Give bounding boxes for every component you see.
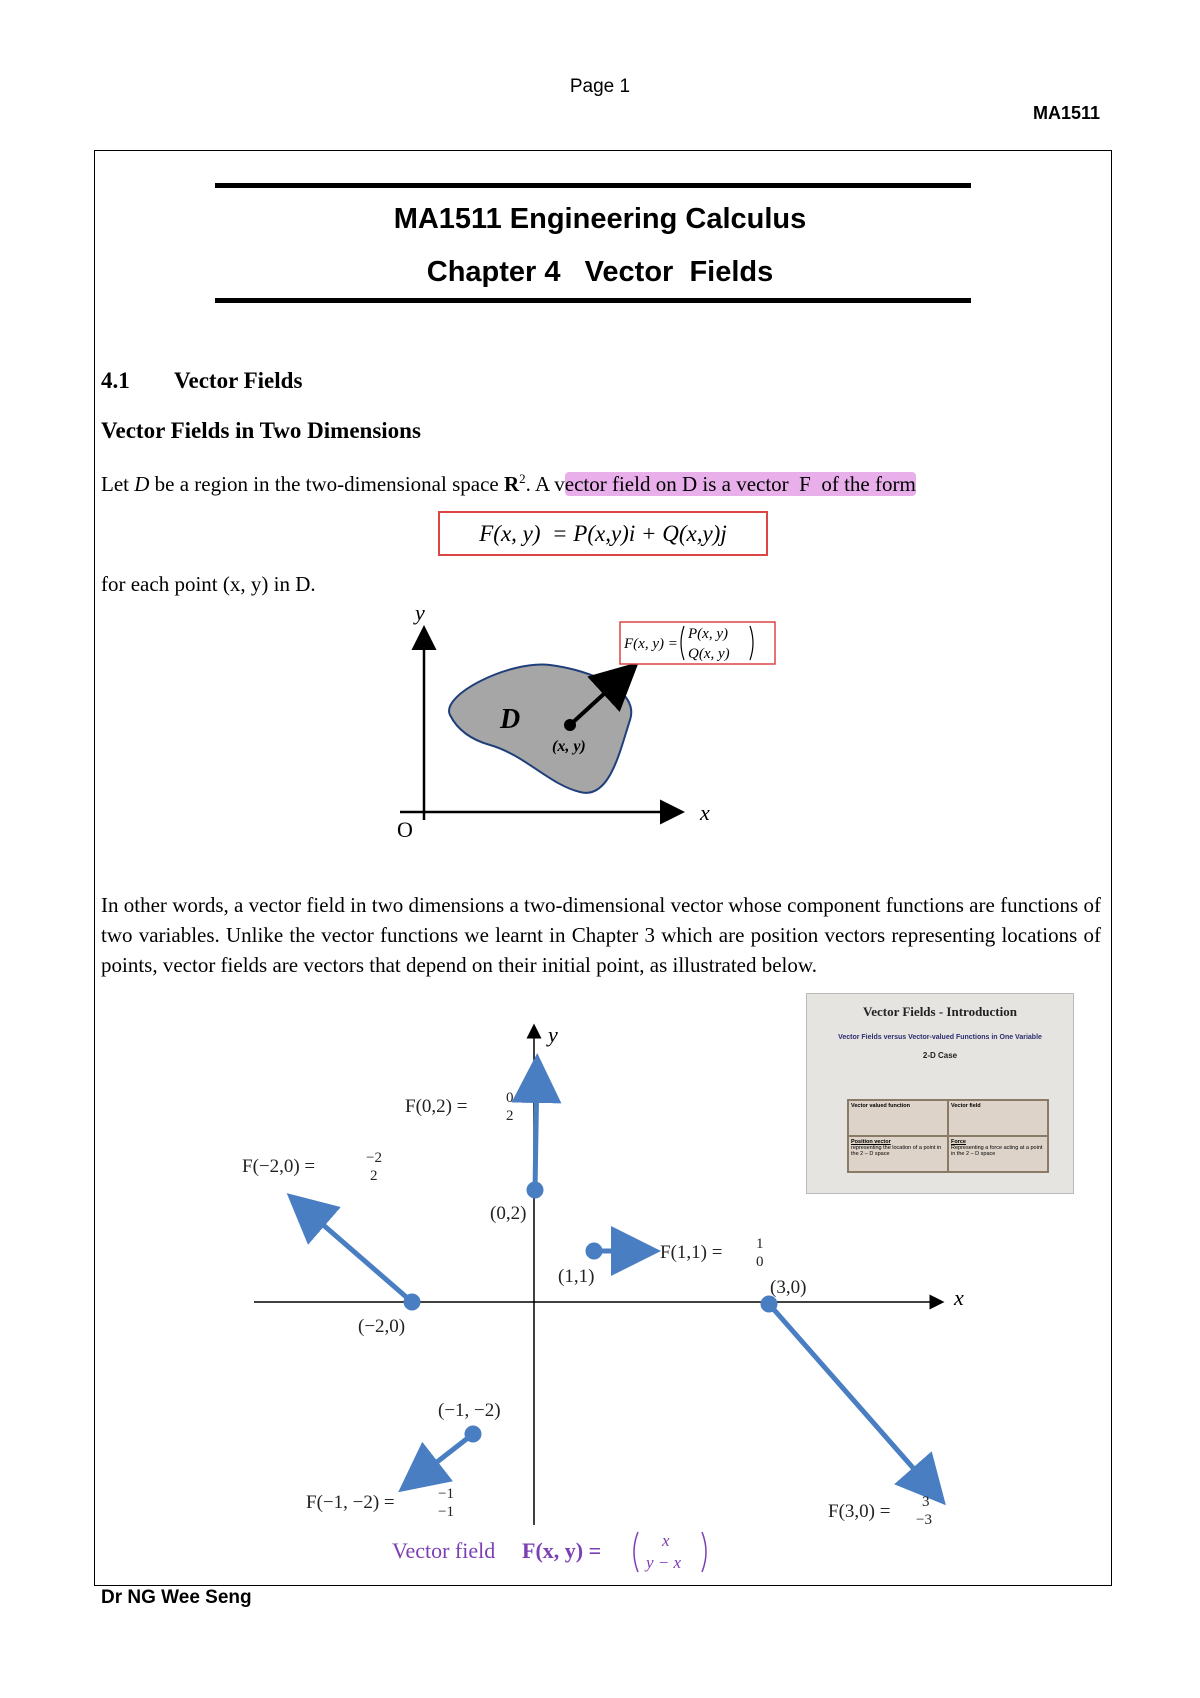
label-neg2-0: (−2,0) bbox=[358, 1316, 406, 1337]
field-neg1-neg2-top: −1 bbox=[438, 1486, 454, 1502]
field-0-2: F(0,2) = bbox=[405, 1096, 468, 1117]
field-3-0-top: 3 bbox=[922, 1494, 930, 1510]
label-1-1: (1,1) bbox=[558, 1266, 595, 1287]
slide-cell-b: Vector field bbox=[948, 1100, 1048, 1136]
section-heading: Vector Fields bbox=[174, 368, 303, 393]
def-text-after: . A v bbox=[525, 472, 565, 496]
field-box-top: P(x, y) bbox=[688, 626, 728, 642]
for-each-line: for each point (x, y) in D. bbox=[101, 572, 316, 596]
vector-0-2 bbox=[535, 1068, 537, 1190]
formula-text: F(x, y) = P(x,y)i + Q(x,y)j bbox=[479, 520, 727, 546]
course-code: MA1511 bbox=[1032, 103, 1100, 123]
x-axis-label: x bbox=[700, 800, 710, 825]
caption-top: x bbox=[662, 1531, 670, 1550]
slide-cell-a: Vector valued function bbox=[848, 1100, 948, 1136]
label-3-0: (3,0) bbox=[770, 1277, 807, 1298]
subsection-heading: Vector Fields in Two Dimensions bbox=[101, 418, 421, 443]
point-3-0 bbox=[763, 1298, 775, 1310]
vector-3-0 bbox=[769, 1304, 936, 1494]
region-diagram bbox=[380, 600, 800, 840]
title-rule-bottom bbox=[215, 298, 971, 303]
def-region: D bbox=[134, 472, 150, 496]
field-3-0-bottom: −3 bbox=[916, 1512, 932, 1528]
field-neg1-neg2: F(−1, −2) = bbox=[306, 1492, 395, 1513]
region-D bbox=[449, 665, 631, 793]
field-1-1-top: 1 bbox=[756, 1236, 764, 1252]
definition-line bbox=[101, 464, 916, 499]
x-axis-label-2: x bbox=[954, 1285, 964, 1310]
caption-formula: F(x, y) = bbox=[522, 1538, 602, 1563]
field-3-0: F(3,0) = bbox=[828, 1501, 891, 1522]
slide-title: Vector Fields - Introduction bbox=[863, 1004, 1017, 1019]
document-title: MA1511 Engineering Calculus bbox=[393, 203, 807, 235]
vector-field-diagram bbox=[230, 1020, 990, 1580]
field-neg2-0-bottom: 2 bbox=[370, 1168, 378, 1184]
point-0-2 bbox=[529, 1184, 541, 1196]
def-highlight: ector field on D is a vector F of the form bbox=[564, 472, 916, 496]
vector-neg2-0 bbox=[298, 1203, 412, 1302]
field-neg2-0: F(−2,0) = bbox=[242, 1156, 316, 1177]
field-0-2-top: 0 bbox=[506, 1090, 514, 1106]
formula-box bbox=[438, 511, 768, 556]
field-1-1: F(1,1) = bbox=[660, 1242, 723, 1263]
point-neg1-neg2 bbox=[467, 1428, 479, 1440]
slide-cell-c: Position vector representing the location of a point in the 2 – D space bbox=[848, 1136, 948, 1172]
def-space: R bbox=[503, 472, 520, 496]
author: Dr NG Wee Seng bbox=[101, 1587, 252, 1608]
caption-bottom: y − x bbox=[646, 1553, 682, 1572]
point-label: (x, y) bbox=[552, 738, 586, 755]
field-1-1-bottom: 0 bbox=[756, 1254, 764, 1270]
field-box-label: F(x, y) = bbox=[624, 636, 678, 652]
def-text-mid: be a region in the two-dimensional space bbox=[149, 472, 504, 496]
label-neg1-neg2: (−1, −2) bbox=[438, 1400, 501, 1421]
caption-text: Vector field bbox=[392, 1538, 496, 1563]
vector-neg1-neg2 bbox=[410, 1434, 473, 1483]
slide-subtitle: Vector Fields versus Vector-valued Functions in One Variable bbox=[838, 1034, 1042, 1041]
field-0-2-bottom: 2 bbox=[506, 1108, 514, 1124]
point-neg2-0 bbox=[406, 1296, 418, 1308]
title-rule-top bbox=[215, 183, 971, 188]
def-sup: 2 bbox=[519, 471, 526, 486]
section-number: 4.1 bbox=[101, 368, 130, 393]
origin-label: O bbox=[397, 817, 413, 840]
y-axis-label: y bbox=[415, 600, 425, 625]
point-1-1 bbox=[588, 1245, 600, 1257]
region-label: D bbox=[500, 704, 521, 735]
chapter-title: Chapter 4 Vector Fields bbox=[426, 256, 774, 288]
slide-cell-d: Force Representing a force acting at a point in the 2 – D space bbox=[948, 1136, 1048, 1172]
page-number: Page 1 bbox=[569, 76, 631, 97]
explanation-paragraph: In other words, a vector field in two dimensions a two-dimensional vector whose component functions are functions of two variables. Unlike the vector functions we learnt in Chapter 3 which are position vectors representing locations of points, vector fields are vectors that depend on their initial point, as illustrated below. bbox=[101, 893, 1101, 977]
slide-case: 2-D Case bbox=[922, 1051, 958, 1060]
y-axis-label-2: y bbox=[548, 1022, 558, 1047]
label-0-2: (0,2) bbox=[490, 1203, 527, 1224]
field-neg2-0-top: −2 bbox=[366, 1150, 382, 1166]
field-box-bottom: Q(x, y) bbox=[688, 646, 730, 662]
def-text-before: Let bbox=[101, 472, 135, 496]
field-neg1-neg2-bottom: −1 bbox=[438, 1504, 454, 1520]
